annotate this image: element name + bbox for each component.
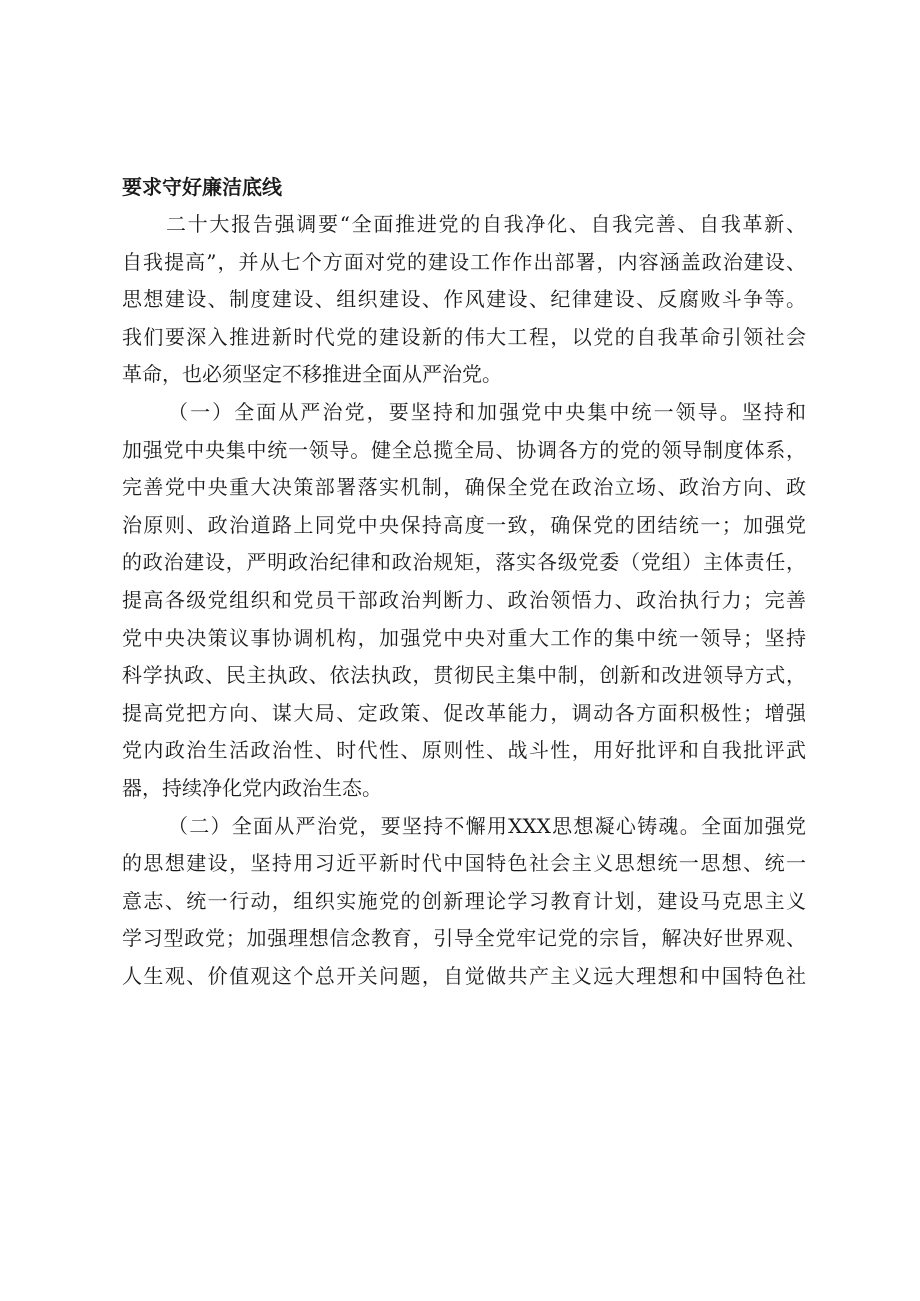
paragraph-line: 革命，也必须坚定不移推进全面从严治党。 [122,362,502,387]
paragraph-line: 的思想建设，坚持用习近平新时代中国特色社会主义思想统一思想、统一 [122,851,806,876]
paragraph-section-two [122,808,806,996]
paragraph-line: 器，持续净化党内政治生态。 [122,775,382,800]
paragraph-line: 提高各级党组织和党员干部政治判断力、政治领悟力、政治执行力；完善 [122,587,806,612]
paragraph-line: 人生观、价值观这个总开关问题，自觉做共产主义远大理想和中国特色社 [122,963,806,988]
paragraph-line: 学习型政党；加强理想信念教育，引导全党牢记党的宗旨，解决好世界观、 [122,926,806,951]
paragraph-line: 党内政治生活政治性、时代性、原则性、战斗性，用好批评和自我批评武 [122,738,806,763]
section-heading: 要求守好廉洁底线 [122,175,282,199]
paragraph-line: 我们要深入推进新时代党的建设新的伟大工程，以党的自我革命引领社会 [122,324,806,349]
paragraph-line: 治原则、政治道路上同党中央保持高度一致，确保党的团结统一；加强党 [122,512,806,537]
document-body [122,168,806,995]
paragraph-line: 党中央决策议事协调机构，加强党中央对重大工作的集中统一领导；坚持 [122,625,806,650]
paragraph-line: 的政治建设，严明政治纪律和政治规矩，落实各级党委（党组）主体责任， [122,550,806,575]
paragraph-line: 完善党中央重大决策部署落实机制，确保全党在政治立场、政治方向、政 [122,475,806,500]
paragraph-line: 思想建设、制度建设、组织建设、作风建设、纪律建设、反腐败斗争等。 [122,287,806,312]
paragraph-line: 科学执政、民主执政、依法执政，贯彻民主集中制，创新和改进领导方式， [122,663,806,688]
paragraph-line: 二十大报告强调要“全面推进党的自我净化、自我完善、自我革新、 [166,212,806,236]
paragraph-line: 提高党把方向、谋大局、定政策、促改革能力，调动各方面积极性；增强 [122,700,806,725]
paragraph-line: 意志、统一行动，组织实施党的创新理论学习教育计划，建设马克思主义 [122,888,806,913]
paragraph-line: 加强党中央集中统一领导。健全总揽全局、协调各方的党的领导制度体系， [122,437,806,462]
paragraph-section-one [122,394,806,808]
paragraph-line: （一）全面从严治党，要坚持和加强党中央集中统一领导。坚持和 [168,399,806,424]
paragraph-line: （二）全面从严治党，要坚持不懈用XXX思想凝心铸魂。全面加强党 [168,813,806,838]
paragraph-line: 自我提高”，并从七个方面对党的建设工作作出部署，内容涵盖政治建设、 [122,249,806,274]
paragraph-intro [122,206,806,394]
